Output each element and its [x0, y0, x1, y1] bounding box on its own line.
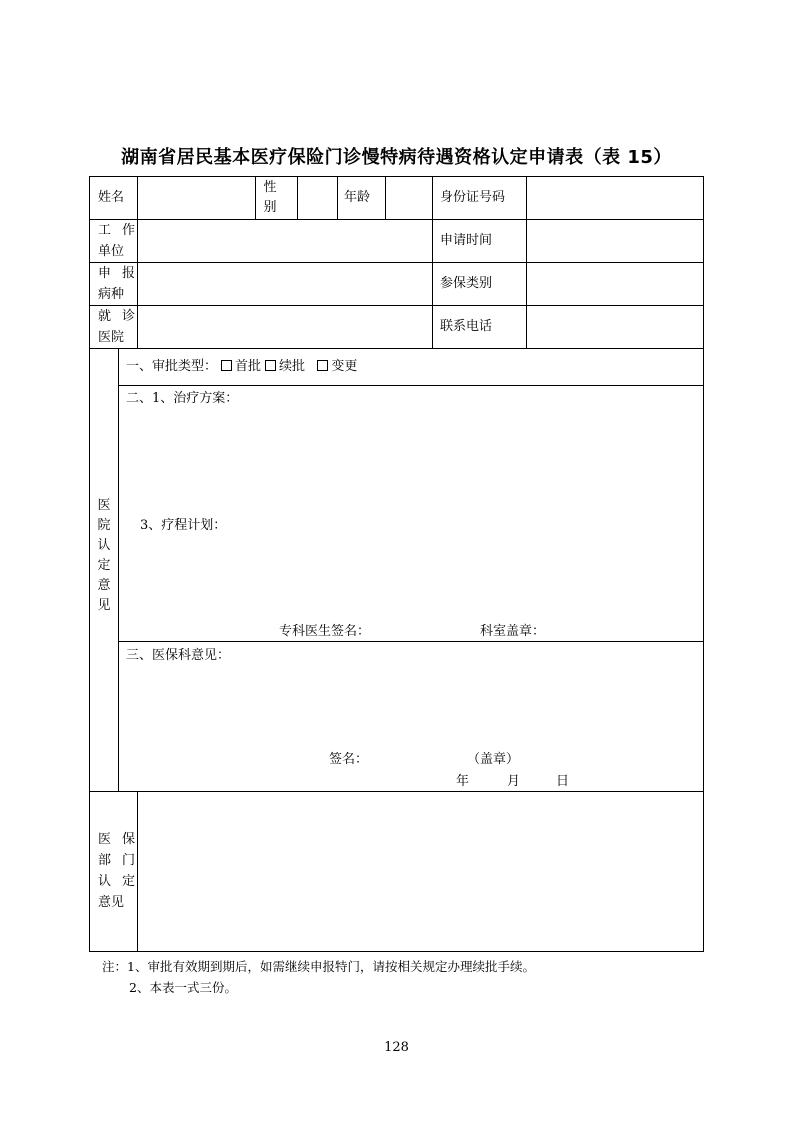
- approval-type-label: 一、审批类型：: [126, 359, 218, 374]
- col-divider: [337, 176, 338, 219]
- disease-label-line1: 申报: [98, 266, 147, 281]
- row-divider: [89, 219, 703, 220]
- col-divider: [526, 176, 527, 348]
- year-label: 年: [456, 774, 470, 789]
- work-unit-label-line1: 工作: [98, 223, 147, 238]
- checkbox-renew[interactable]: [265, 360, 276, 371]
- checkbox-change[interactable]: [317, 360, 328, 371]
- footnotes: [102, 956, 535, 998]
- insurance-dept-opinion-label: 三、医保科意见：: [126, 648, 231, 663]
- col-divider: [255, 176, 256, 219]
- col-divider: [137, 176, 138, 219]
- option-change-label: 变更: [331, 359, 358, 374]
- apply-time-label: 申请时间: [440, 233, 493, 248]
- option-first-label: 首批: [235, 359, 262, 374]
- hospital-opinion-side-label: 医院认定意见: [97, 498, 111, 613]
- hospital-label-line2: 医院: [98, 330, 125, 345]
- page-title: 湖南省居民基本医疗保险门诊慢特病待遇资格认定申请表（表 15）: [121, 147, 672, 168]
- insurance-side-label-line4: 意见: [98, 895, 125, 910]
- doctor-signature-label: 专科医生签名：: [279, 624, 371, 639]
- signature-label: 签名：: [329, 752, 369, 767]
- approval-type-row: [126, 357, 357, 376]
- insurance-side-label-line3: 认定: [98, 874, 147, 889]
- note-2: 2、本表一式三份。: [129, 980, 237, 995]
- treatment-plan-label: 二、1、治疗方案：: [126, 391, 239, 406]
- seal-label: （盖章）: [467, 752, 520, 767]
- page-number: 128: [384, 1040, 409, 1055]
- col-divider: [118, 348, 119, 791]
- row-divider: [118, 385, 703, 386]
- gender-label: 性别: [263, 180, 277, 215]
- day-label: 日: [556, 774, 570, 789]
- col-divider: [385, 176, 386, 219]
- application-form: [89, 176, 704, 952]
- option-renew-label: 续批: [279, 359, 306, 374]
- phone-label: 联系电话: [440, 319, 493, 334]
- insurance-type-label: 参保类别: [440, 276, 493, 291]
- form-border: [89, 176, 704, 952]
- col-divider: [297, 176, 298, 219]
- row-divider: [89, 791, 703, 792]
- row-divider: [89, 348, 703, 349]
- month-label: 月: [507, 774, 521, 789]
- id-number-label: 身份证号码: [440, 190, 506, 205]
- col-divider: [137, 791, 138, 951]
- work-unit-label-line2: 单位: [98, 244, 125, 259]
- note-1: 注：1、审批有效期到期后，如需继续申报特门，请按相关规定办理续批手续。: [102, 959, 535, 974]
- name-label: 姓名: [98, 190, 125, 205]
- department-seal-label: 科室盖章：: [480, 624, 546, 639]
- insurance-side-label-line2: 部门: [98, 853, 147, 868]
- col-divider: [432, 176, 433, 348]
- row-divider: [89, 305, 703, 306]
- row-divider: [89, 262, 703, 263]
- age-label: 年龄: [344, 190, 371, 205]
- hospital-label-line1: 就诊: [98, 309, 147, 324]
- row-divider: [118, 641, 703, 642]
- insurance-side-label-line1: 医保: [98, 832, 147, 847]
- checkbox-first[interactable]: [221, 360, 232, 371]
- disease-label-line2: 病种: [98, 287, 125, 302]
- course-plan-label: 3、疗程计划：: [140, 518, 227, 533]
